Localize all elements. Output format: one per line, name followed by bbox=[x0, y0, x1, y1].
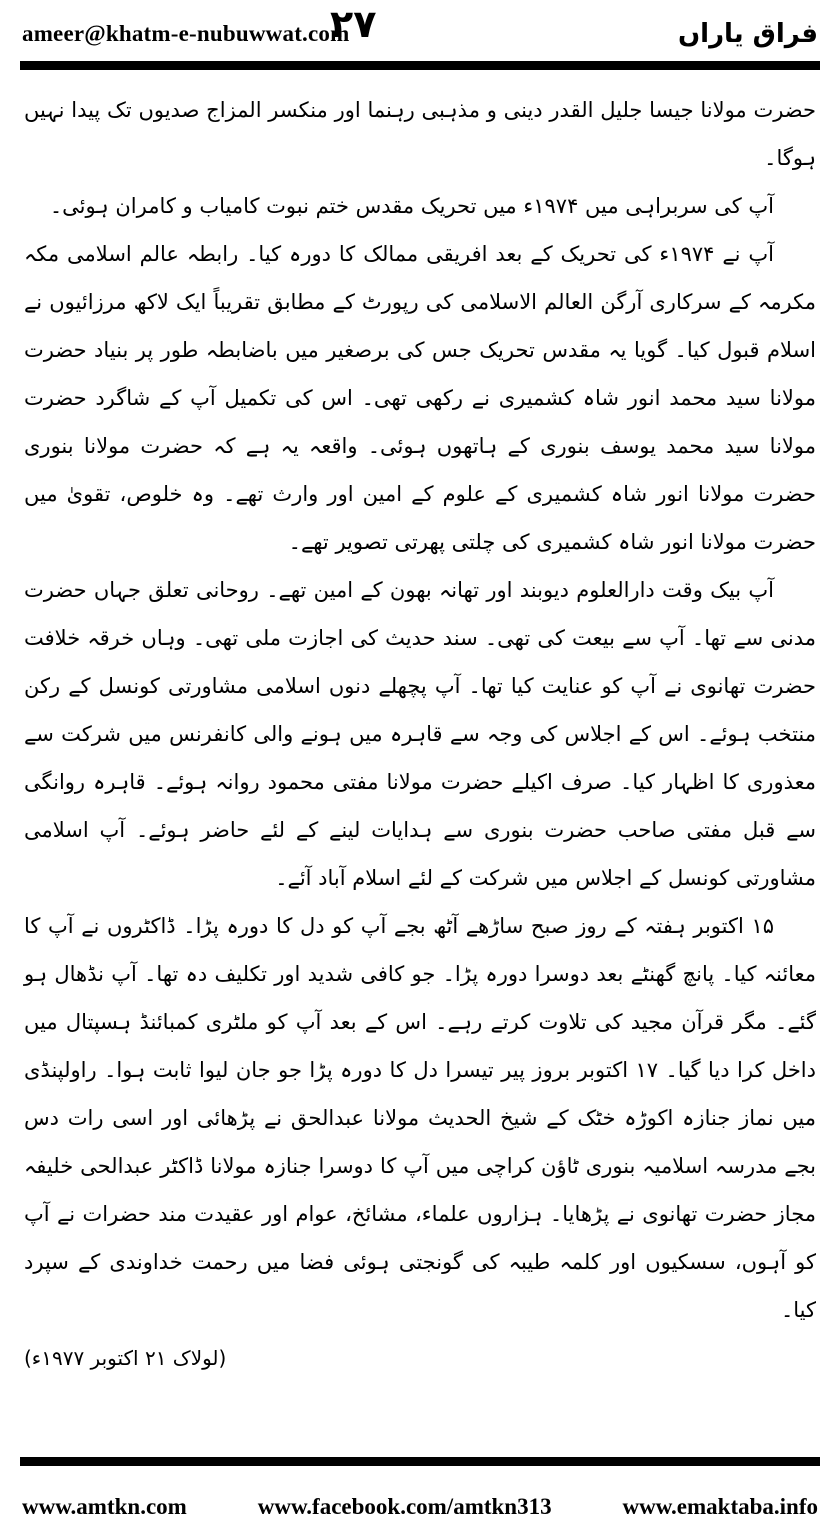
paragraph-5: ۱۵ اکتوبر ہفتہ کے روز صبح ساڑھے آٹھ بجے آپ کو دل کا دورہ پڑا۔ ڈاکٹروں نے آپ کا معائنہ کیا۔ پانچ گھنٹے بعد دوسرا دورہ پڑا۔ جو کافی شدید اور تکلیف دہ تھا۔ آپ نڈھال ہو گئے۔ مگر قرآن مجید کی تلاوت کرتے رہے۔ اس کے بعد آپ کو ملٹری کمبائنڈ ہسپتال میں داخل کرا دیا گیا۔ ۱۷ اکتوبر بروز پیر تیسرا دل کا دورہ پڑا جو جان لیوا ثابت ہوا۔ راولپنڈی میں نماز جنازہ اکوڑہ خٹک کے شیخ الحدیث مولانا عبدالحق نے پڑھائی اور اسی رات دس بجے مدرسہ اسلامیہ بنوری ٹاؤن کراچی میں آپ کا دوسرا جنازہ مولانا ڈاکٹر عبدالحی خلیفہ مجاز حضرت تھانوی نے پڑھایا۔ ہزاروں علماء، مشائخ، عوام اور عقیدت مند حضرات نے آپ کو آہوں، سسکیوں اور کلمہ طیبہ کی گونجتی ہوئی فضا میں رحمت خداوندی کے سپرد کیا۔ bbox=[24, 914, 816, 1322]
page-footer bbox=[0, 1494, 840, 1520]
book-title: فراق یاراں bbox=[677, 19, 818, 49]
footer-link-emaktaba: www.emaktaba.info bbox=[622, 1494, 818, 1519]
bottom-rule bbox=[20, 1457, 820, 1466]
citation: (لولاک ۲۱ اکتوبر ۱۹۷۷ء) bbox=[24, 1346, 227, 1370]
paragraph-3: آپ نے ۱۹۷۴ء کی تحریک کے بعد افریقی ممالک کا دورہ کیا۔ رابطہ عالم اسلامی مکہ مکرمہ کے سرکاری آرگن العالم الاسلامی کی رپورٹ کے مطابق تقریباً ایک لاکھ مرزائیوں نے اسلام قبول کیا۔ گویا یہ مقدس تحریک جس کی برصغیر میں باضابطہ طور پر بنیاد حضرت مولانا سید محمد انور شاہ کشمیری نے رکھی تھی۔ اس کی تکمیل آپ کے شاگرد حضرت مولانا سید محمد یوسف بنوری کے ہاتھوں ہوئی۔ واقعہ یہ ہے کہ حضرت مولانا بنوری حضرت مولانا انور شاہ کشمیری کے علوم کے امین اور وارث تھے۔ وہ خلوص، تقویٰ میں حضرت مولانا انور شاہ کشمیری کی چلتی پھرتی تصویر تھے۔ bbox=[24, 242, 817, 554]
paragraph-2: آپ کی سربراہی میں ۱۹۷۴ء میں تحریک مقدس ختم نبوت کامیاب و کامران ہوئی۔ bbox=[49, 194, 774, 218]
page-body bbox=[0, 70, 840, 1382]
page-number: ۲۷ bbox=[330, 2, 377, 46]
footer-link-facebook: www.facebook.com/amtkn313 bbox=[257, 1494, 552, 1519]
top-rule bbox=[20, 61, 820, 70]
paragraph-1: حضرت مولانا جیسا جلیل القدر دینی و مذہبی رہنما اور منکسر المزاج صدیوں تک پیدا نہیں ہوگا۔ bbox=[24, 98, 816, 170]
header-email: ameer@khatm-e-nubuwwat.com bbox=[22, 21, 350, 46]
page-header bbox=[0, 0, 840, 58]
paragraph-4: آپ بیک وقت دارالعلوم دیوبند اور تھانہ بھون کے امین تھے۔ روحانی تعلق جہاں حضرت مدنی سے تھا۔ آپ سے بیعت کی تھی۔ سند حدیث کی اجازت ملی تھی۔ وہاں خرقہ خلافت حضرت تھانوی نے آپ کو عنایت کیا تھا۔ آپ پچھلے دنوں اسلامی مشاورتی کونسل کے رکن منتخب ہوئے۔ اس کے اجلاس کی وجہ سے قاہرہ میں ہونے والی کانفرنس میں شرکت سے معذوری کا اظہار کیا۔ صرف اکیلے حضرت مولانا مفتی محمود روانہ ہوئے۔ قاہرہ روانگی سے قبل مفتی صاحب حضرت بنوری سے ہدایات لینے کے لئے حاضر ہوئے۔ آپ اسلامی مشاورتی کونسل کے اجلاس میں شرکت کے لئے اسلام آباد آئے۔ bbox=[24, 578, 816, 890]
footer-link-amtkn: www.amtkn.com bbox=[22, 1494, 187, 1519]
